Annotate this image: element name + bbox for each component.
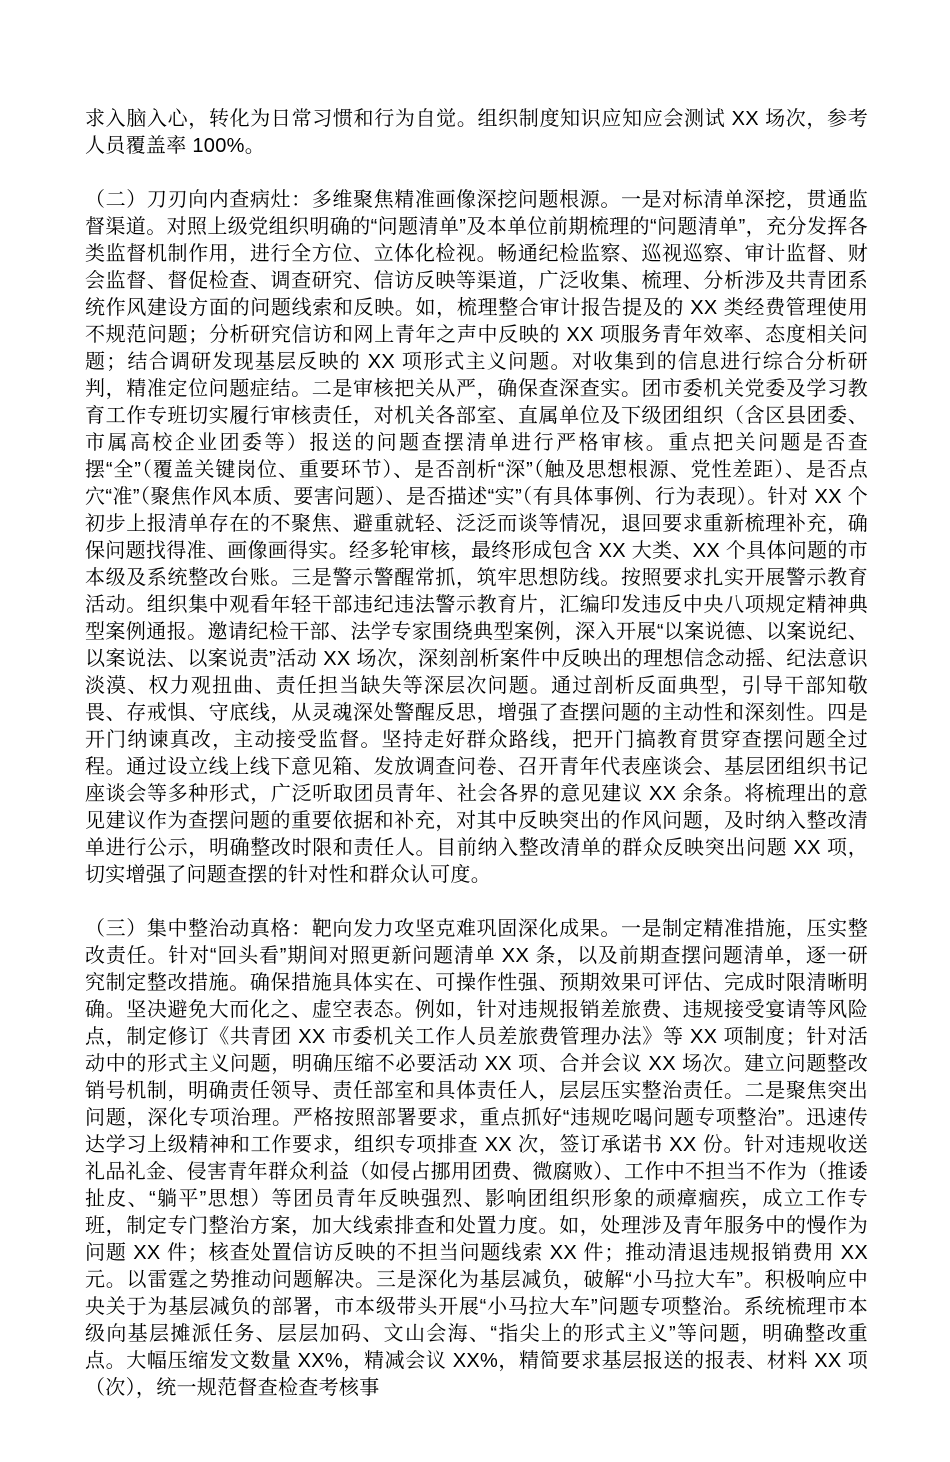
paragraph-section-2-problem-finding: （二）刀刃向内查病灶：多维聚焦精准画像深挖问题根源。一是对标清单深挖，贯通监督渠道。对照上级党组织明确的“问题清单”及本单位前期梳理的“问题清单”，充分发挥各类监督机制作用，进行全方位、立体化检视。畅通纪检监察、巡视巡察、审计监督、财会监督、督促检查、调查研究、信访反映等渠道，广泛收集、梳理、分析涉及共青团系统作风建设方面的问题线索和反映。如，梳理整合审计报告提及的 XX 类经费管理使用不规范问题；分析研究信访和网上青年之声中反映的 XX 项服务青年效率、态度相关问题；结合调研发现基层反映的 XX 项形式主义问题。对收集到的信息进行综合分析研判，精准定位问题症结。二是审核把关从严，确保查深查实。团市委机关党委及学习教育工作专班切实履行审核责任，对机关各部室、直属单位及下级团组织（含区县团委、市属高校企业团委等）报送的问题查摆清单进行严格审核。重点把关问题是否查摆“全”（覆盖关键岗位、重要环节）、是否剖析“深”（触及思想根源、党性差距）、是否点穴“准”（聚焦作风本质、要害问题）、是否描述“实”（有具体事例、行为表现）。针对 XX 个初步上报清单存在的不聚焦、避重就轻、泛泛而谈等情况，退回要求重新梳理补充，确保问题找得准、画像画得实。经多轮审核，最终形成包含 XX 大类、XX 个具体问题的市本级及系统整改台账。三是警示警醒常抓，筑牢思想防线。按照要求扎实开展警示教育活动。组织集中观看年轻干部违纪违法警示教育片，汇编印发违反中央八项规定精神典型案例通报。邀请纪检干部、法学专家围绕典型案例，深入开展“以案说德、以案说纪、以案说法、以案说责”活动 XX 场次，深刻剖析案件中反映出的理想信念动摇、纪法意识淡漠、权力观扭曲、责任担当缺失等深层次问题。通过剖析反面典型，引导干部知敬畏、存戒惧、守底线，从灵魂深处警醒反思，增强了查摆问题的主动性和深刻性。四是开门纳谏真改，主动接受监督。坚持走好群众路线，把开门搞教育贯穿查摆问题全过程。通过设立线上线下意见箱、发放调查问卷、召开青年代表座谈会、基层团组织书记座谈会等多种形式，广泛听取团员青年、社会各界的意见建议 XX 余条。将梳理出的意见建议作为查摆问题的重要依据和补充，对其中反映突出的作风问题，及时纳入整改清单进行公示，明确整改时限和责任人。目前纳入整改清单的群众反映突出问题 XX 项，切实增强了问题查摆的针对性和群众认可度。 [85, 189, 868, 886]
paragraph-section-3-rectification: （三）集中整治动真格：靶向发力攻坚克难巩固深化成果。一是制定精准措施，压实整改责任。针对“回头看”期间对照更新问题清单 XX 条，以及前期查摆问题清单，逐一研究制定整改措施。确保措施具体实在、可操作性强、预期效果可评估、完成时限清晰明确。坚决避免大而化之、虚空表态。例如，针对违规报销差旅费、违规接受宴请等风险点，制定修订《共青团 XX 市委机关工作人员差旅费管理办法》等 XX 项制度；针对活动中的形式主义问题，明确压缩不必要活动 XX 项、合并会议 XX 场次。建立问题整改销号机制，明确责任领导、责任部室和具体责任人，层层压实整治责任。二是聚焦突出问题，深化专项治理。严格按照部署要求，重点抓好“违规吃喝问题专项整治”。迅速传达学习上级精神和工作要求，组织专项排查 XX 次，签订承诺书 XX 份。针对违规收送礼品礼金、侵害青年群众利益（如侵占挪用团费、微腐败）、工作中不担当不作为（推诿扯皮、“躺平”思想）等团员青年反映强烈、影响团组织形象的顽瘴痼疾，成立工作专班，制定专门整治方案，加大线索排查和处置力度。如，处理涉及青年服务中的慢作为问题 XX 件；核查处置信访反映的不担当问题线索 XX 件；推动清退违规报销费用 XX 元。以雷霆之势推动问题解决。三是深化为基层减负，破解“小马拉大车”。积极响应中央关于为基层减负的部署，市本级带头开展“小马拉大车”问题专项整治。系统梳理市本级向基层摊派任务、层层加码、文山会海、“指尖上的形式主义”等问题，明确整改重点。大幅压缩发文数量 XX%，精减会议 XX%，精简要求基层报送的报表、材料 XX 项（次），统一规范督查检查考核事 [85, 918, 868, 1399]
paragraph-coverage-fragment: 求入脑入心，转化为日常习惯和行为自觉。组织制度知识应知应会测试 XX 场次，参考人员覆盖率 100%。 [85, 108, 868, 157]
